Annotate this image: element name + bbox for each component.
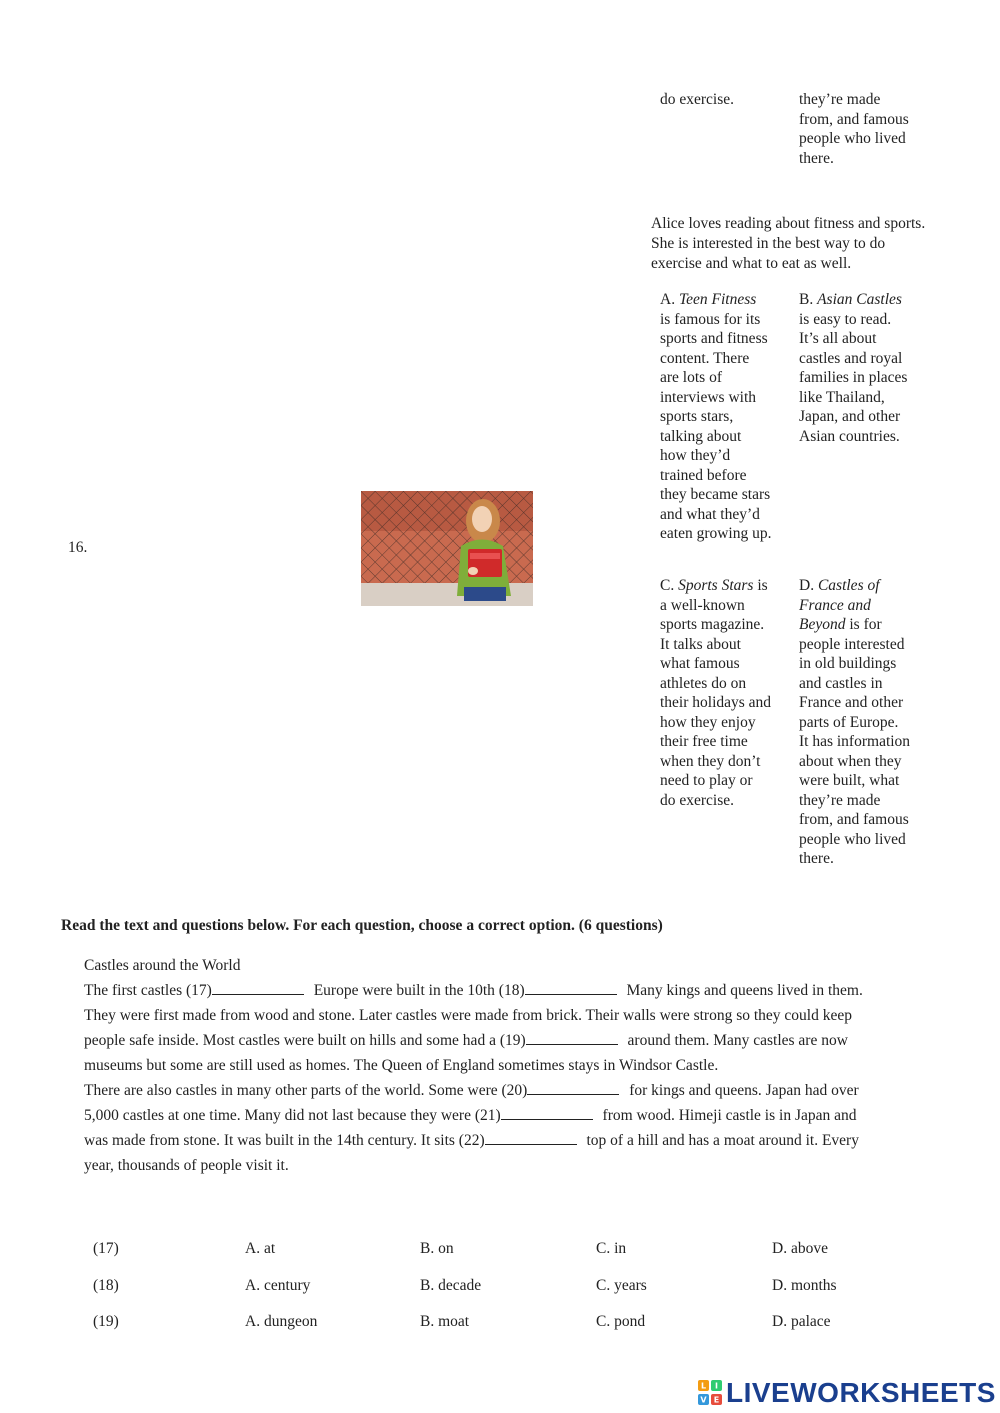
text-segment: 5,000 castles at one time. Many did not last because they were (21) — [84, 1107, 501, 1124]
text-line: It has information — [799, 733, 911, 750]
option-cell[interactable]: B. decade — [420, 1276, 482, 1294]
answer-blank-20[interactable] — [527, 1081, 619, 1095]
option-letter: A. — [660, 291, 679, 308]
text-line: and castles in — [799, 674, 883, 692]
option-cell[interactable]: A. at — [245, 1240, 276, 1257]
logo-text: LIVEWORKSHEETS — [726, 1377, 996, 1408]
text-line: content. There — [660, 349, 750, 367]
table-row — [93, 1313, 892, 1350]
answer-blank-19[interactable] — [526, 1031, 618, 1045]
text-line: is famous for its — [660, 310, 761, 328]
question-num-cell: (17) — [93, 1240, 119, 1257]
option-a-title: Teen Fitness — [678, 291, 757, 308]
passage-line — [84, 1128, 924, 1153]
option-d-text — [799, 576, 910, 869]
text-line: their free time — [660, 733, 748, 750]
answer-blank-17[interactable] — [212, 981, 304, 995]
fragment-right-text — [799, 90, 909, 168]
text-line: sports and fitness — [660, 330, 768, 347]
option-b-title: Asian Castles — [817, 291, 902, 308]
option-a-title-line — [660, 290, 771, 310]
text-segment: Europe were built in the 10th (18) — [309, 982, 525, 999]
text-segment: people safe inside. Most castles were built on hills and some had a (19) — [84, 1032, 526, 1049]
text-line: were built, what — [799, 772, 900, 789]
option-c-text — [660, 576, 771, 810]
option-d-title: Beyond — [799, 616, 846, 633]
text-line: Japan, and other — [799, 408, 901, 425]
option-cell[interactable]: D. palace — [772, 1313, 831, 1330]
question-intro: Alice loves reading about fitness and sports. She is interested in the best way to do exercise and what to eat as well. — [651, 215, 926, 272]
option-cell[interactable]: C. in — [596, 1240, 627, 1257]
text-line: like Thailand, — [799, 388, 885, 406]
text-line: how they’d — [660, 447, 731, 464]
text-segment: top of a hill and has a moat around it. Every — [582, 1132, 859, 1149]
svg-text:V: V — [700, 1395, 707, 1405]
text-line: their holidays and — [660, 694, 772, 711]
table-row — [93, 1240, 892, 1277]
passage-line — [84, 1103, 924, 1128]
text-line: castles and royal — [799, 349, 903, 367]
answer-blank-21[interactable] — [501, 1106, 593, 1120]
passage-line — [84, 978, 924, 1003]
text-line: interviews with — [660, 388, 756, 406]
text-line: talking about — [660, 427, 742, 445]
liveworksheets-logo-icon — [697, 1379, 723, 1407]
text-line: they’re made — [799, 91, 881, 108]
text-line: about when they — [799, 752, 902, 770]
liveworksheets-logo[interactable] — [697, 1376, 996, 1410]
text-line: people who lived — [799, 130, 906, 147]
table-row — [93, 1277, 892, 1314]
text-line: eaten growing up. — [660, 525, 772, 542]
text-line: trained before — [660, 466, 747, 484]
reading-passage — [84, 953, 924, 1178]
option-a-text — [660, 290, 771, 544]
option-b-text — [799, 290, 907, 446]
option-c-title-line — [660, 576, 771, 596]
title-suffix: is — [753, 577, 768, 594]
text-line: what famous — [660, 655, 740, 672]
text-line: a well-known — [660, 596, 745, 614]
passage-title: Castles around the World — [84, 957, 241, 974]
text-line: from, and famous — [799, 811, 909, 828]
section-instruction: Read the text and questions below. For each question, choose a correct option. (6 questions) — [61, 917, 663, 934]
option-letter: C. — [660, 577, 679, 594]
text-line: people who lived — [799, 830, 906, 848]
answer-options-table — [93, 1240, 892, 1350]
option-b-title-line — [799, 290, 907, 310]
text-line: is easy to read. — [799, 310, 892, 328]
option-letter: B. — [799, 291, 818, 308]
text-line: It’s all about — [799, 330, 877, 347]
text-line: athletes do on — [660, 674, 747, 692]
option-d-title-line — [799, 615, 910, 635]
text-line: from, and famous — [799, 110, 909, 128]
option-d-title-line — [799, 576, 910, 596]
text-line: Asian countries. — [799, 427, 900, 445]
text-line: and what they’d — [660, 505, 760, 523]
text-segment: The first castles (17) — [84, 982, 212, 999]
text-line: they became stars — [660, 486, 771, 503]
text-segment: was made from stone. It was built in the 14th century. It sits (22) — [84, 1132, 485, 1149]
option-cell[interactable]: C. pond — [596, 1313, 646, 1330]
fragment-left-text: do exercise. — [660, 91, 735, 108]
text-line: how they enjoy — [660, 713, 756, 731]
passage-line — [84, 1028, 924, 1053]
text-line: there. — [799, 149, 834, 167]
text-line: need to play or — [660, 772, 753, 789]
passage-line: They were first made from wood and stone. Later castles were made from brick. Their walls were strong so they could keep — [84, 1007, 852, 1024]
passage-line: year, thousands of people visit it. — [84, 1157, 289, 1174]
text-line: families in places — [799, 369, 908, 386]
text-segment: from wood. Himeji castle is in Japan and — [598, 1107, 857, 1124]
text-segment: for kings and queens. Japan had over — [625, 1082, 859, 1099]
option-cell[interactable]: D. above — [772, 1240, 828, 1257]
option-cell[interactable]: A. century — [245, 1276, 311, 1294]
text-line: parts of Europe. — [799, 713, 899, 731]
svg-text:L: L — [700, 1381, 707, 1391]
option-d-title-line — [799, 596, 910, 616]
text-line: France and other — [799, 694, 904, 711]
question-num-cell: (18) — [93, 1276, 119, 1294]
question-number: 16. — [68, 539, 88, 556]
text-line: people interested — [799, 635, 905, 653]
text-line: are lots of — [660, 369, 722, 386]
svg-text:E: E — [713, 1395, 720, 1405]
text-segment: around them. Many castles are now — [623, 1032, 848, 1049]
option-cell[interactable]: C. years — [596, 1276, 647, 1294]
answer-blank-18[interactable] — [525, 981, 617, 995]
text-line: It talks about — [660, 635, 741, 653]
text-line: sports magazine. — [660, 616, 765, 633]
option-cell[interactable]: B. on — [420, 1240, 454, 1257]
text-line: they’re made — [799, 791, 881, 809]
girl-with-books-photo — [361, 491, 533, 606]
option-d-title: Castles of — [817, 577, 880, 594]
option-cell[interactable]: B. moat — [420, 1313, 470, 1330]
option-d-title: France and — [799, 596, 871, 614]
text-line: there. — [799, 850, 834, 867]
title-suffix: is for — [845, 616, 882, 633]
text-segment: There are also castles in many other parts of the world. Some were (20) — [84, 1082, 528, 1099]
option-cell[interactable]: D. months — [772, 1276, 837, 1294]
question-num-cell: (19) — [93, 1313, 119, 1330]
answer-blank-22[interactable] — [485, 1131, 577, 1145]
text-line: when they don’t — [660, 752, 761, 770]
text-segment: Many kings and queens lived in them. — [622, 982, 863, 999]
text-line: do exercise. — [660, 791, 735, 809]
option-letter: D. — [799, 577, 818, 594]
passage-line — [84, 1078, 924, 1103]
text-line: sports stars, — [660, 408, 734, 425]
text-line: in old buildings — [799, 655, 897, 672]
option-c-title: Sports Stars — [678, 577, 754, 594]
svg-text:I: I — [715, 1381, 718, 1391]
option-cell[interactable]: A. dungeon — [245, 1313, 318, 1330]
passage-line: museums but some are still used as homes. The Queen of England sometimes stays in Windsor Castle. — [84, 1057, 719, 1074]
photo-illustration — [361, 491, 533, 606]
